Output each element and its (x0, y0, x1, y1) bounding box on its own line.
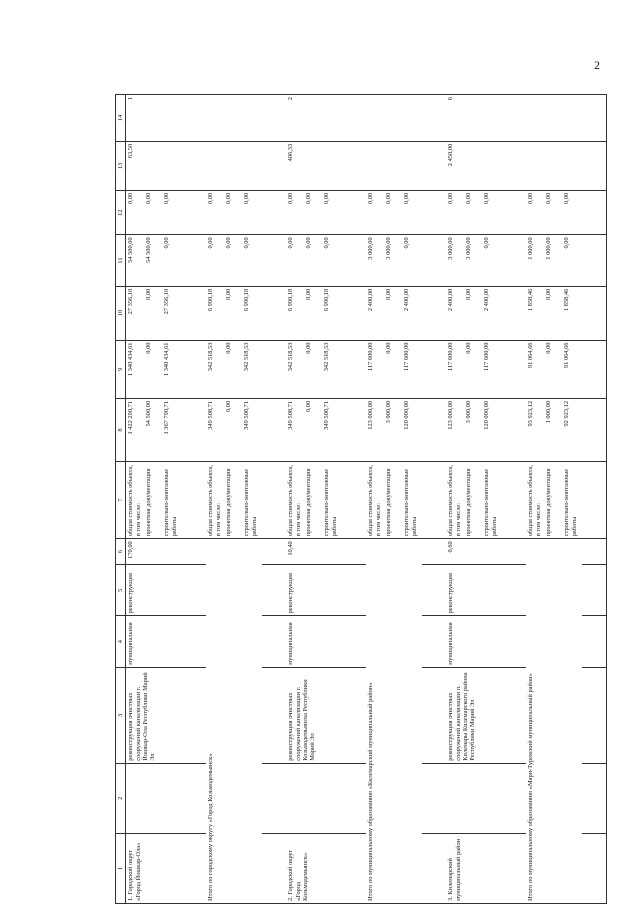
spacer-cell (422, 95, 446, 142)
amount-value: 6 990,18 (287, 288, 295, 312)
amount-column-11 (526, 235, 582, 286)
amount-column-9 (286, 340, 342, 398)
amount-value: 91 064,66 (563, 342, 571, 369)
row-number-and-municipality (446, 833, 502, 903)
cost-label: строительно-монтажные работы (483, 468, 498, 537)
amount-value: 92 923,12 (563, 400, 571, 427)
amount-value: 349 508,71 (287, 400, 295, 430)
amount-value: 0,00 (563, 192, 571, 205)
column-number-7: 7 (116, 462, 126, 539)
spacer-cell (262, 462, 286, 539)
amount-value: 6 990,18 (243, 288, 251, 312)
row-spacer (342, 95, 366, 904)
amount-value: 0,00 (225, 192, 233, 205)
spacer-cell (262, 667, 286, 763)
spacer-cell (182, 95, 206, 142)
spacer-cell (502, 462, 526, 539)
cost-label: строительно-монтажные работы (163, 468, 178, 537)
amount-value: 0,00 (127, 192, 135, 205)
amount-value: 123 000,00 (367, 400, 375, 430)
cost-label: общая стоимость объекта, в том числе: (287, 465, 302, 537)
cost-labels (446, 462, 502, 539)
amount-value: 0,00 (225, 400, 233, 413)
column-number-13: 13 (116, 141, 126, 190)
amount-column-10 (126, 286, 183, 340)
row-spacer (422, 95, 446, 904)
amount-value: 0,00 (385, 288, 393, 300)
spacer-cell (342, 141, 366, 190)
spacer-cell (342, 667, 366, 763)
indicator-value: 63,50 (126, 141, 183, 190)
spacer-cell (422, 398, 446, 461)
cost-labels (126, 462, 183, 539)
capacity-value: 170,00 (126, 539, 183, 565)
spacer-cell (182, 398, 206, 461)
municipality-cell (286, 763, 342, 833)
spacer-cell (182, 763, 206, 833)
object-row (446, 95, 502, 904)
spacer-cell (182, 667, 206, 763)
amount-value: 342 518,53 (287, 342, 295, 372)
amount-value: 0,00 (403, 192, 411, 205)
rank-value (206, 95, 262, 142)
cost-label: строительно-монтажные работы (243, 468, 258, 537)
amount-value: 6 990,18 (207, 288, 215, 312)
cost-label: проектная документация (465, 468, 473, 537)
amount-value: 0,00 (545, 342, 553, 354)
amount-value: 342 518,53 (323, 342, 331, 372)
amount-value: 0,00 (225, 342, 233, 354)
amount-value: 27 356,10 (163, 288, 171, 315)
spacer-cell (502, 235, 526, 286)
total-label: Итого по муниципальному образованию «Мари-Турекский муниципальный район» (526, 539, 582, 904)
amount-value: 0,00 (545, 192, 553, 205)
amount-value: 0,00 (483, 237, 491, 249)
amount-value: 1 340 434,61 (163, 342, 171, 377)
spacer-cell (182, 286, 206, 340)
page-number: 2 (594, 58, 600, 72)
amount-column-8 (286, 398, 342, 461)
object-row (126, 95, 183, 904)
cost-label: проектная документация (145, 468, 153, 537)
amount-value: 1 000,00 (527, 237, 535, 260)
amount-value: 0,00 (403, 237, 411, 249)
amount-value: 1 000,00 (545, 400, 553, 424)
spacer-cell (582, 564, 607, 615)
spacer-cell (262, 616, 286, 667)
amount-value: 0,00 (465, 288, 473, 300)
amount-column-11 (446, 235, 502, 286)
spacer-cell (502, 763, 526, 833)
spacer-cell (262, 95, 286, 142)
spacer-cell (342, 763, 366, 833)
spacer-cell (502, 141, 526, 190)
spacer-cell (582, 95, 607, 142)
spacer-cell (422, 190, 446, 234)
indicator-value: 2 450,00 (446, 141, 502, 190)
spacer-cell (342, 616, 366, 667)
amount-value: 1 422 290,71 (127, 400, 135, 435)
spacer-cell (422, 833, 446, 903)
amount-value: 0,00 (447, 192, 455, 205)
amount-value: 0,00 (287, 237, 295, 249)
spacer-cell (502, 286, 526, 340)
column-number-1: 1 (116, 833, 126, 903)
spacer-cell (182, 190, 206, 234)
amount-value: 0,00 (563, 237, 571, 249)
amount-value: 27 356,10 (127, 288, 135, 315)
amount-column-12 (206, 190, 262, 234)
cost-labels (286, 462, 342, 539)
row-number-and-municipality (126, 833, 183, 903)
ownership-form: муниципальная (126, 616, 183, 667)
amount-value: 0,00 (305, 288, 313, 300)
amount-column-11 (206, 235, 262, 286)
amount-value: 0,00 (323, 192, 331, 205)
spacer-cell (262, 539, 286, 565)
cost-label: общая стоимость объекта, в том числе: (127, 465, 142, 537)
column-number-6: 6 (116, 539, 126, 565)
spacer-cell (342, 539, 366, 565)
amount-value: 0,00 (163, 237, 171, 249)
spacer-cell (582, 190, 607, 234)
amount-value: 0,00 (145, 342, 153, 354)
amount-value: 0,00 (287, 192, 295, 205)
spacer-cell (422, 667, 446, 763)
cost-label: строительно-монтажные работы (563, 468, 578, 537)
column-number-14: 14 (116, 95, 126, 142)
spacer-cell (262, 190, 286, 234)
column-number-12: 12 (116, 190, 126, 234)
amount-value: 117 600,00 (447, 342, 455, 372)
amount-value: 0,00 (243, 237, 251, 249)
spacer-cell (502, 95, 526, 142)
spacer-cell (582, 539, 607, 565)
amount-value: 349 508,71 (243, 400, 251, 430)
spacer-cell (342, 95, 366, 142)
work-type: реконструкция (446, 564, 502, 615)
municipality-cell (446, 763, 502, 833)
column-number-3: 3 (116, 667, 126, 763)
row-spacer (182, 95, 206, 904)
spacer-cell (342, 190, 366, 234)
spacer-cell (342, 398, 366, 461)
cost-labels (206, 462, 262, 539)
amount-column-9 (446, 340, 502, 398)
spacer-cell (582, 286, 607, 340)
spacer-cell (582, 462, 607, 539)
amount-value: 0,00 (305, 400, 313, 413)
amount-value: 1 858,46 (527, 288, 535, 312)
spacer-cell (262, 286, 286, 340)
spacer-cell (342, 462, 366, 539)
object-name: реконструкция очистных сооружений канализации п. Килемары Килемарского района Республики Марий Эл (446, 667, 502, 763)
amount-value: 117 600,00 (403, 342, 411, 372)
amount-value: 1 000,00 (545, 237, 553, 260)
amount-value: 1 858,46 (563, 288, 571, 312)
spacer-cell (182, 616, 206, 667)
amount-column-9 (206, 340, 262, 398)
spacer-cell (182, 235, 206, 286)
spacer-cell (262, 141, 286, 190)
spacer-cell (422, 539, 446, 565)
column-number-8: 8 (116, 398, 126, 461)
column-number-5: 5 (116, 564, 126, 615)
spacer-cell (502, 564, 526, 615)
cost-label: общая стоимость объекта, в том числе: (527, 465, 542, 537)
spacer-cell (502, 190, 526, 234)
indicator-value (206, 141, 262, 190)
amount-value: 120 000,00 (483, 400, 491, 430)
investment-objects-table (115, 94, 607, 904)
row-number: 2. (287, 896, 295, 901)
spacer-cell (262, 398, 286, 461)
indicator-value (526, 141, 582, 190)
column-number-2: 2 (116, 763, 126, 833)
spacer-cell (502, 833, 526, 903)
spacer-cell (342, 564, 366, 615)
amount-value: 2 400,00 (483, 288, 491, 312)
capacity-value: 10,40 (286, 539, 342, 565)
row-spacer (582, 95, 607, 904)
amount-value: 0,00 (145, 288, 153, 300)
amount-column-9 (126, 340, 183, 398)
amount-value: 0,00 (385, 192, 393, 205)
cost-label: проектная документация (225, 468, 233, 537)
object-name: реконструкция очистных сооружений канализации г. Козьмодемьянска Республики Марий Эл (286, 667, 342, 763)
cost-label: проектная документация (545, 468, 553, 537)
spacer-cell (182, 564, 206, 615)
spacer-cell (262, 763, 286, 833)
total-row (366, 95, 422, 904)
amount-column-12 (126, 190, 183, 234)
cost-label: строительно-монтажные работы (323, 468, 338, 537)
spacer-cell (582, 667, 607, 763)
object-row (286, 95, 342, 904)
amount-value: 54 500,00 (145, 237, 153, 263)
amount-value: 3 000,00 (385, 237, 393, 260)
spacer-cell (342, 833, 366, 903)
column-number-10: 10 (116, 286, 126, 340)
rank-value: 2 (286, 95, 342, 142)
amount-value: 0,00 (163, 192, 171, 205)
spacer-cell (342, 235, 366, 286)
amount-column-11 (126, 235, 183, 286)
spacer-cell (582, 763, 607, 833)
capacity-value: 0,60 (446, 539, 502, 565)
amount-value: 2 400,00 (403, 288, 411, 312)
amount-value: 0,00 (207, 192, 215, 205)
spacer-cell (422, 616, 446, 667)
spacer-cell (582, 141, 607, 190)
spacer-cell (502, 340, 526, 398)
work-type: реконструкция (126, 564, 183, 615)
amount-value: 117 600,00 (483, 342, 491, 372)
amount-value: 0,00 (207, 237, 215, 249)
spacer-cell (182, 833, 206, 903)
amount-value: 1 367 790,71 (163, 400, 171, 435)
amount-value: 1 340 434,61 (127, 342, 135, 377)
amount-value: 3 000,00 (367, 237, 375, 260)
spacer-cell (422, 462, 446, 539)
amount-column-10 (206, 286, 262, 340)
total-row (206, 95, 262, 904)
spacer-cell (422, 340, 446, 398)
total-row (526, 95, 582, 904)
amount-value: 0,00 (305, 342, 313, 354)
amount-value: 0,00 (305, 237, 313, 249)
amount-value: 3 000,00 (465, 237, 473, 260)
spacer-cell (422, 564, 446, 615)
object-name: реконструкция очистных сооружений канализации г. Йошкар-Ола Республики Марий Эл (126, 667, 183, 763)
cost-label: общая стоимость объекта, в том числе: (367, 465, 382, 537)
column-number-11: 11 (116, 235, 126, 286)
amount-column-8 (126, 398, 183, 461)
spacer-cell (262, 340, 286, 398)
amount-column-10 (446, 286, 502, 340)
amount-value: 0,00 (545, 288, 553, 300)
municipality-cell (126, 763, 183, 833)
amount-column-8 (526, 398, 582, 461)
amount-column-9 (366, 340, 422, 398)
cost-label: строительно-монтажные работы (403, 468, 418, 537)
amount-value: 3 000,00 (447, 237, 455, 260)
spacer-cell (182, 539, 206, 565)
spacer-cell (262, 833, 286, 903)
amount-value: 91 064,66 (527, 342, 535, 369)
amount-value: 3 000,00 (385, 400, 393, 424)
amount-value: 0,00 (243, 192, 251, 205)
rank-value: 6 (446, 95, 502, 142)
rank-value (526, 95, 582, 142)
amount-column-8 (206, 398, 262, 461)
amount-column-8 (366, 398, 422, 461)
amount-value: 342 518,53 (243, 342, 251, 372)
amount-column-11 (366, 235, 422, 286)
spacer-cell (582, 398, 607, 461)
amount-column-12 (526, 190, 582, 234)
amount-value: 0,00 (483, 192, 491, 205)
amount-value: 2 400,00 (447, 288, 455, 312)
amount-value: 0,00 (367, 192, 375, 205)
amount-value: 0,00 (527, 192, 535, 205)
indicator-value (366, 141, 422, 190)
column-number-9: 9 (116, 340, 126, 398)
amount-column-10 (286, 286, 342, 340)
spacer-cell (582, 616, 607, 667)
row-spacer (262, 95, 286, 904)
cost-label: общая стоимость объекта, в том числе: (207, 465, 222, 537)
total-label: Итого по муниципальному образованию «Килемарский муниципальный район» (366, 539, 422, 904)
spacer-cell (582, 235, 607, 286)
spacer-cell (342, 340, 366, 398)
spacer-cell (262, 564, 286, 615)
amount-value: 3 000,00 (465, 400, 473, 424)
municipality-name: Городской округ «Город Козьмодемьянск» (287, 849, 310, 901)
rank-value: 1 (126, 95, 183, 142)
amount-value: 0,00 (225, 288, 233, 300)
row-number: 3. (447, 896, 455, 901)
amount-column-10 (526, 286, 582, 340)
column-number-4: 4 (116, 616, 126, 667)
amount-value: 349 508,71 (207, 400, 215, 430)
amount-value: 0,00 (145, 192, 153, 205)
spacer-cell (182, 462, 206, 539)
rotated-table-wrapper (115, 94, 615, 904)
row-number-and-municipality (286, 833, 342, 903)
amount-column-12 (446, 190, 502, 234)
spacer-cell (182, 340, 206, 398)
spacer-cell (422, 141, 446, 190)
amount-column-8 (446, 398, 502, 461)
row-spacer (502, 95, 526, 904)
cost-labels (526, 462, 582, 539)
amount-value: 54 500,00 (145, 400, 153, 427)
spacer-cell (582, 833, 607, 903)
amount-column-10 (366, 286, 422, 340)
work-type: реконструкция (286, 564, 342, 615)
cost-labels (366, 462, 422, 539)
amount-value: 120 000,00 (403, 400, 411, 430)
amount-value: 0,00 (225, 237, 233, 249)
total-label: Итого по городскому округу «Город Козьмодемьянск» (206, 539, 262, 904)
row-number: 1. (127, 896, 135, 901)
amount-value: 349 508,71 (323, 400, 331, 430)
cost-label: общая стоимость объекта, в том числе: (447, 465, 462, 537)
municipality-name: Килемарский муниципальный район (447, 838, 462, 901)
amount-value: 117 600,00 (367, 342, 375, 372)
amount-value: 0,00 (385, 342, 393, 354)
amount-value: 2 400,00 (367, 288, 375, 312)
amount-value: 6 990,18 (323, 288, 331, 312)
amount-value: 123 000,00 (447, 400, 455, 430)
column-number-row (116, 95, 126, 904)
spacer-cell (582, 340, 607, 398)
amount-value: 0,00 (465, 192, 473, 205)
spacer-cell (422, 286, 446, 340)
ownership-form: муниципальная (446, 616, 502, 667)
indicator-value: 406,33 (286, 141, 342, 190)
amount-column-9 (526, 340, 582, 398)
spacer-cell (422, 763, 446, 833)
amount-value: 0,00 (305, 192, 313, 205)
amount-value: 54 500,00 (127, 237, 135, 263)
amount-column-12 (366, 190, 422, 234)
amount-column-11 (286, 235, 342, 286)
spacer-cell (502, 398, 526, 461)
spacer-cell (342, 286, 366, 340)
amount-value: 0,00 (465, 342, 473, 354)
ownership-form: муниципальная (286, 616, 342, 667)
cost-label: проектная документация (385, 468, 393, 537)
amount-column-12 (286, 190, 342, 234)
spacer-cell (502, 539, 526, 565)
municipality-name: Городской округ «Город Йошкар-Ола» (127, 842, 142, 901)
spacer-cell (262, 235, 286, 286)
amount-value: 93 923,12 (527, 400, 535, 427)
spacer-cell (422, 235, 446, 286)
spacer-cell (502, 616, 526, 667)
cost-label: проектная документация (305, 468, 313, 537)
rank-value (366, 95, 422, 142)
amount-value: 0,00 (323, 237, 331, 249)
spacer-cell (502, 667, 526, 763)
amount-value: 342 518,53 (207, 342, 215, 372)
spacer-cell (182, 141, 206, 190)
